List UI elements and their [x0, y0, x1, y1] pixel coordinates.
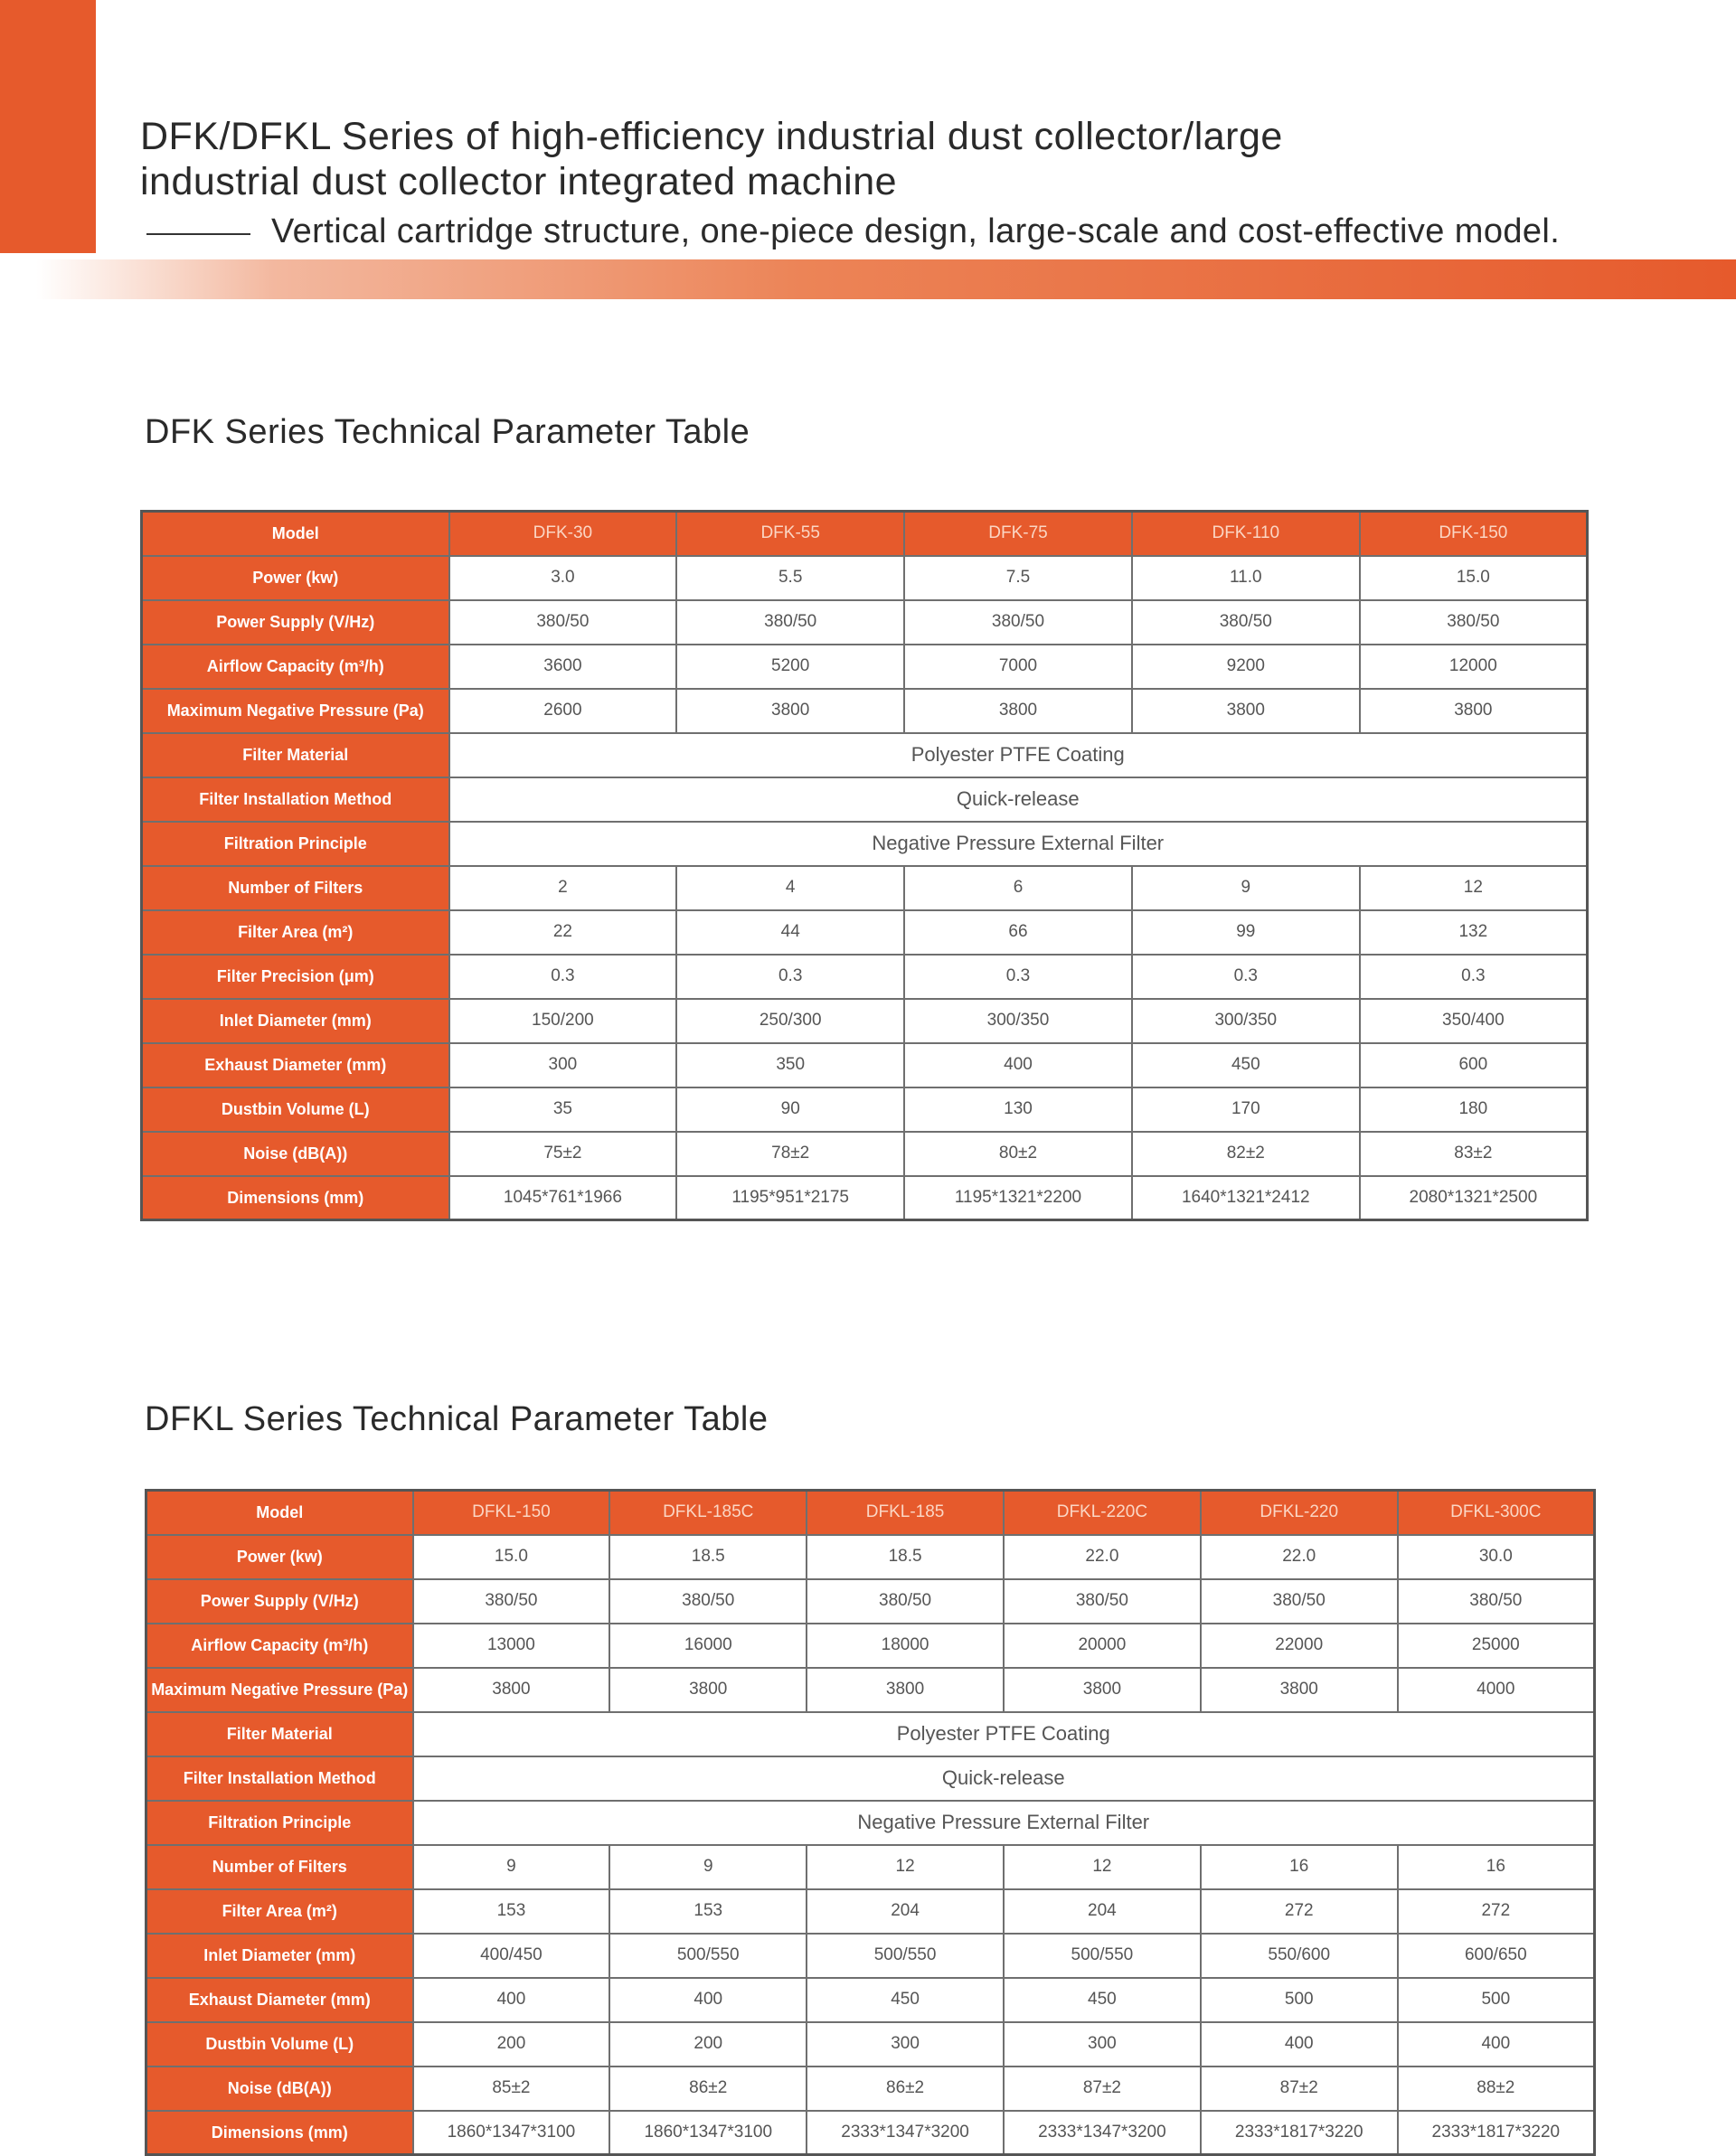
dfk-cell-num-filters: 2 [449, 866, 677, 910]
dfk-label-dimensions: Dimensions (mm) [142, 1176, 449, 1220]
dfkl-row-dustbin [146, 2022, 1595, 2067]
dfk-cell-dustbin: 180 [1360, 1087, 1588, 1132]
dfk-cell-airflow: 7000 [904, 645, 1132, 689]
dfkl-cell-install-method: Quick-release [413, 1756, 1595, 1801]
dfkl-cell-dustbin: 200 [413, 2022, 610, 2067]
dfkl-cell-inlet: 500/550 [1004, 1934, 1201, 1978]
dfkl-cell-filter-area: 204 [1004, 1889, 1201, 1934]
dfkl-cell-airflow: 22000 [1201, 1624, 1398, 1668]
dfkl-cell-power: 30.0 [1398, 1535, 1595, 1579]
dfkl-cell-models: DFKL-185C [609, 1491, 807, 1535]
dfkl-row-power-supply [146, 1579, 1595, 1624]
dfk-label-principle: Filtration Principle [142, 822, 449, 866]
dfkl-row-num-filters [146, 1845, 1595, 1889]
dfkl-label-noise: Noise (dB(A)) [146, 2067, 413, 2111]
dfkl-cell-dimensions: 2333*1817*3220 [1201, 2111, 1398, 2155]
dfk-row-inlet [142, 999, 1588, 1043]
dfkl-cell-exhaust: 450 [1004, 1978, 1201, 2022]
dfkl-label-airflow: Airflow Capacity (m³/h) [146, 1624, 413, 1668]
dfk-cell-models: DFK-30 [449, 512, 677, 556]
dfkl-cell-dimensions: 1860*1347*3100 [609, 2111, 807, 2155]
dfkl-cell-airflow: 20000 [1004, 1624, 1201, 1668]
dfkl-label-install-method: Filter Installation Method [146, 1756, 413, 1801]
gradient-banner-bar [36, 259, 1736, 299]
dfkl-cell-airflow: 13000 [413, 1624, 610, 1668]
dfkl-cell-pressure: 3800 [1201, 1668, 1398, 1712]
dfkl-label-model: Model [146, 1491, 413, 1535]
dfk-cell-precision: 0.3 [1132, 955, 1360, 999]
dfk-cell-num-filters: 4 [676, 866, 904, 910]
page-title-line-1: DFK/DFKL Series of high-efficiency industrial dust collector/large [140, 115, 1283, 158]
dfkl-cell-filter-material: Polyester PTFE Coating [413, 1712, 1595, 1756]
dfk-cell-pressure: 3800 [904, 689, 1132, 733]
dfk-label-num-filters: Number of Filters [142, 866, 449, 910]
dfkl-label-num-filters: Number of Filters [146, 1845, 413, 1889]
dfkl-label-power-supply: Power Supply (V/Hz) [146, 1579, 413, 1624]
dfk-cell-exhaust: 600 [1360, 1043, 1588, 1087]
page-title [140, 114, 1283, 204]
dfkl-label-inlet: Inlet Diameter (mm) [146, 1934, 413, 1978]
dfk-cell-dimensions: 1195*951*2175 [676, 1176, 904, 1220]
dfk-cell-pressure: 3800 [1360, 689, 1588, 733]
dfkl-cell-noise: 87±2 [1201, 2067, 1398, 2111]
dfkl-cell-pressure: 3800 [609, 1668, 807, 1712]
dfkl-cell-filter-area: 272 [1398, 1889, 1595, 1934]
dfk-cell-precision: 0.3 [1360, 955, 1588, 999]
dfkl-cell-dustbin: 400 [1398, 2022, 1595, 2067]
dfk-cell-precision: 0.3 [904, 955, 1132, 999]
dfk-cell-inlet: 250/300 [676, 999, 904, 1043]
dfkl-cell-noise: 85±2 [413, 2067, 610, 2111]
dfk-cell-airflow: 9200 [1132, 645, 1360, 689]
dfkl-cell-num-filters: 16 [1201, 1845, 1398, 1889]
subtitle-rule [146, 233, 250, 235]
dfk-label-pressure: Maximum Negative Pressure (Pa) [142, 689, 449, 733]
dfk-cell-inlet: 350/400 [1360, 999, 1588, 1043]
dfkl-cell-exhaust: 400 [609, 1978, 807, 2022]
dfkl-cell-models: DFKL-150 [413, 1491, 610, 1535]
dfk-cell-power: 5.5 [676, 556, 904, 600]
dfkl-row-filter-area [146, 1889, 1595, 1934]
dfkl-cell-models: DFKL-220 [1201, 1491, 1398, 1535]
dfk-cell-models: DFK-55 [676, 512, 904, 556]
dfkl-row-models [146, 1491, 1595, 1535]
accent-block [0, 0, 96, 253]
dfkl-row-inlet [146, 1934, 1595, 1978]
dfk-cell-models: DFK-75 [904, 512, 1132, 556]
dfk-row-power [142, 556, 1588, 600]
dfkl-cell-exhaust: 500 [1398, 1978, 1595, 2022]
dfkl-cell-power-supply: 380/50 [1398, 1579, 1595, 1624]
dfkl-cell-exhaust: 500 [1201, 1978, 1398, 2022]
dfkl-cell-exhaust: 450 [807, 1978, 1004, 2022]
dfkl-cell-inlet: 400/450 [413, 1934, 610, 1978]
dfk-label-noise: Noise (dB(A)) [142, 1132, 449, 1176]
dfkl-cell-airflow: 25000 [1398, 1624, 1595, 1668]
dfk-cell-dimensions: 2080*1321*2500 [1360, 1176, 1588, 1220]
dfk-cell-dustbin: 35 [449, 1087, 677, 1132]
dfkl-cell-exhaust: 400 [413, 1978, 610, 2022]
dfk-row-filter-material [142, 733, 1588, 777]
dfkl-row-power [146, 1535, 1595, 1579]
dfkl-label-dustbin: Dustbin Volume (L) [146, 2022, 413, 2067]
dfk-cell-exhaust: 400 [904, 1043, 1132, 1087]
dfkl-cell-power-supply: 380/50 [413, 1579, 610, 1624]
dfk-label-filter-material: Filter Material [142, 733, 449, 777]
dfk-row-noise [142, 1132, 1588, 1176]
dfk-cell-precision: 0.3 [449, 955, 677, 999]
dfk-cell-dimensions: 1640*1321*2412 [1132, 1176, 1360, 1220]
dfk-row-exhaust [142, 1043, 1588, 1087]
dfk-row-num-filters [142, 866, 1588, 910]
dfkl-cell-models: DFKL-300C [1398, 1491, 1595, 1535]
dfkl-row-noise [146, 2067, 1595, 2111]
dfk-cell-power-supply: 380/50 [904, 600, 1132, 645]
dfk-cell-exhaust: 300 [449, 1043, 677, 1087]
dfkl-cell-pressure: 4000 [1398, 1668, 1595, 1712]
dfk-cell-filter-area: 44 [676, 910, 904, 955]
dfkl-cell-models: DFKL-185 [807, 1491, 1004, 1535]
dfk-cell-dimensions: 1045*761*1966 [449, 1176, 677, 1220]
dfk-row-models [142, 512, 1588, 556]
dfk-cell-models: DFK-110 [1132, 512, 1360, 556]
dfk-cell-dustbin: 130 [904, 1087, 1132, 1132]
dfk-label-model: Model [142, 512, 449, 556]
dfk-cell-power: 11.0 [1132, 556, 1360, 600]
dfk-cell-power: 7.5 [904, 556, 1132, 600]
dfk-cell-num-filters: 9 [1132, 866, 1360, 910]
dfkl-label-principle: Filtration Principle [146, 1801, 413, 1845]
dfk-cell-noise: 75±2 [449, 1132, 677, 1176]
dfkl-row-install-method [146, 1756, 1595, 1801]
dfkl-cell-noise: 86±2 [609, 2067, 807, 2111]
dfk-label-exhaust: Exhaust Diameter (mm) [142, 1043, 449, 1087]
dfkl-cell-dustbin: 300 [1004, 2022, 1201, 2067]
dfk-cell-num-filters: 6 [904, 866, 1132, 910]
dfkl-cell-dustbin: 200 [609, 2022, 807, 2067]
dfk-cell-exhaust: 450 [1132, 1043, 1360, 1087]
dfk-cell-exhaust: 350 [676, 1043, 904, 1087]
dfk-label-precision: Filter Precision (μm) [142, 955, 449, 999]
dfkl-cell-filter-area: 153 [609, 1889, 807, 1934]
dfk-cell-power-supply: 380/50 [1132, 600, 1360, 645]
dfkl-cell-num-filters: 16 [1398, 1845, 1595, 1889]
dfkl-cell-filter-area: 204 [807, 1889, 1004, 1934]
dfkl-table-title: DFKL Series Technical Parameter Table [145, 1400, 769, 1438]
dfk-row-power-supply [142, 600, 1588, 645]
dfk-cell-noise: 82±2 [1132, 1132, 1360, 1176]
dfkl-cell-noise: 88±2 [1398, 2067, 1595, 2111]
dfkl-cell-power-supply: 380/50 [609, 1579, 807, 1624]
dfk-cell-filter-area: 22 [449, 910, 677, 955]
dfkl-cell-pressure: 3800 [1004, 1668, 1201, 1712]
dfkl-cell-noise: 87±2 [1004, 2067, 1201, 2111]
dfk-row-filter-area [142, 910, 1588, 955]
dfk-cell-noise: 83±2 [1360, 1132, 1588, 1176]
dfk-label-filter-area: Filter Area (m²) [142, 910, 449, 955]
dfk-label-power-supply: Power Supply (V/Hz) [142, 600, 449, 645]
dfkl-cell-airflow: 18000 [807, 1624, 1004, 1668]
dfk-cell-inlet: 300/350 [904, 999, 1132, 1043]
dfk-label-power: Power (kw) [142, 556, 449, 600]
dfkl-cell-pressure: 3800 [807, 1668, 1004, 1712]
dfk-cell-power: 3.0 [449, 556, 677, 600]
dfk-cell-filter-area: 99 [1132, 910, 1360, 955]
dfk-row-pressure [142, 689, 1588, 733]
dfkl-row-airflow [146, 1624, 1595, 1668]
dfkl-cell-dimensions: 1860*1347*3100 [413, 2111, 610, 2155]
dfk-cell-principle: Negative Pressure External Filter [449, 822, 1588, 866]
dfkl-label-exhaust: Exhaust Diameter (mm) [146, 1978, 413, 2022]
dfk-label-dustbin: Dustbin Volume (L) [142, 1087, 449, 1132]
dfk-cell-inlet: 300/350 [1132, 999, 1360, 1043]
dfk-label-airflow: Airflow Capacity (m³/h) [142, 645, 449, 689]
dfkl-cell-noise: 86±2 [807, 2067, 1004, 2111]
dfk-cell-inlet: 150/200 [449, 999, 677, 1043]
dfk-cell-filter-material: Polyester PTFE Coating [449, 733, 1588, 777]
dfkl-cell-pressure: 3800 [413, 1668, 610, 1712]
dfkl-row-principle [146, 1801, 1595, 1845]
dfkl-row-dimensions [146, 2111, 1595, 2155]
dfkl-parameter-table [145, 1489, 1596, 2156]
dfkl-label-dimensions: Dimensions (mm) [146, 2111, 413, 2155]
dfkl-cell-dimensions: 2333*1347*3200 [1004, 2111, 1201, 2155]
dfkl-row-pressure [146, 1668, 1595, 1712]
dfkl-cell-dustbin: 400 [1201, 2022, 1398, 2067]
dfkl-cell-inlet: 500/550 [609, 1934, 807, 1978]
dfkl-cell-principle: Negative Pressure External Filter [413, 1801, 1595, 1845]
dfkl-cell-inlet: 600/650 [1398, 1934, 1595, 1978]
dfkl-cell-num-filters: 12 [807, 1845, 1004, 1889]
dfkl-row-exhaust [146, 1978, 1595, 2022]
dfkl-cell-filter-area: 153 [413, 1889, 610, 1934]
dfkl-cell-dimensions: 2333*1347*3200 [807, 2111, 1004, 2155]
dfkl-cell-power-supply: 380/50 [1004, 1579, 1201, 1624]
dfkl-label-filter-area: Filter Area (m²) [146, 1889, 413, 1934]
dfk-cell-models: DFK-150 [1360, 512, 1588, 556]
dfk-cell-num-filters: 12 [1360, 866, 1588, 910]
dfk-table-title: DFK Series Technical Parameter Table [145, 413, 750, 451]
dfk-label-install-method: Filter Installation Method [142, 777, 449, 822]
dfkl-cell-num-filters: 12 [1004, 1845, 1201, 1889]
dfk-cell-dustbin: 170 [1132, 1087, 1360, 1132]
dfk-parameter-table [140, 510, 1589, 1221]
dfk-row-principle [142, 822, 1588, 866]
dfkl-cell-dustbin: 300 [807, 2022, 1004, 2067]
dfk-cell-pressure: 3800 [676, 689, 904, 733]
dfkl-cell-power-supply: 380/50 [1201, 1579, 1398, 1624]
dfk-row-dimensions [142, 1176, 1588, 1220]
dfk-cell-power: 15.0 [1360, 556, 1588, 600]
dfk-cell-install-method: Quick-release [449, 777, 1588, 822]
dfkl-cell-power: 15.0 [413, 1535, 610, 1579]
page-title-line-2: industrial dust collector integrated machine [140, 160, 898, 203]
page-subtitle: Vertical cartridge structure, one-piece design, large-scale and cost-effective model. [271, 212, 1561, 250]
dfkl-cell-inlet: 550/600 [1201, 1934, 1398, 1978]
dfkl-label-filter-material: Filter Material [146, 1712, 413, 1756]
dfk-row-install-method [142, 777, 1588, 822]
dfk-cell-dimensions: 1195*1321*2200 [904, 1176, 1132, 1220]
dfkl-cell-power: 22.0 [1004, 1535, 1201, 1579]
dfk-cell-noise: 80±2 [904, 1132, 1132, 1176]
dfk-cell-airflow: 3600 [449, 645, 677, 689]
dfk-cell-noise: 78±2 [676, 1132, 904, 1176]
dfkl-cell-inlet: 500/550 [807, 1934, 1004, 1978]
dfkl-cell-num-filters: 9 [413, 1845, 610, 1889]
dfk-cell-airflow: 5200 [676, 645, 904, 689]
dfk-cell-pressure: 2600 [449, 689, 677, 733]
dfk-row-precision [142, 955, 1588, 999]
dfkl-cell-power: 18.5 [609, 1535, 807, 1579]
dfkl-cell-filter-area: 272 [1201, 1889, 1398, 1934]
dfk-row-dustbin [142, 1087, 1588, 1132]
dfkl-label-power: Power (kw) [146, 1535, 413, 1579]
dfk-cell-dustbin: 90 [676, 1087, 904, 1132]
dfk-row-airflow [142, 645, 1588, 689]
dfk-cell-airflow: 12000 [1360, 645, 1588, 689]
dfkl-cell-num-filters: 9 [609, 1845, 807, 1889]
dfk-cell-filter-area: 66 [904, 910, 1132, 955]
dfk-cell-power-supply: 380/50 [449, 600, 677, 645]
dfk-cell-power-supply: 380/50 [1360, 600, 1588, 645]
dfk-cell-precision: 0.3 [676, 955, 904, 999]
dfk-label-inlet: Inlet Diameter (mm) [142, 999, 449, 1043]
dfkl-cell-power: 22.0 [1201, 1535, 1398, 1579]
dfkl-cell-dimensions: 2333*1817*3220 [1398, 2111, 1595, 2155]
dfkl-cell-power: 18.5 [807, 1535, 1004, 1579]
dfk-cell-power-supply: 380/50 [676, 600, 904, 645]
dfkl-cell-power-supply: 380/50 [807, 1579, 1004, 1624]
dfkl-cell-models: DFKL-220C [1004, 1491, 1201, 1535]
dfkl-cell-airflow: 16000 [609, 1624, 807, 1668]
dfkl-row-filter-material [146, 1712, 1595, 1756]
dfkl-label-pressure: Maximum Negative Pressure (Pa) [146, 1668, 413, 1712]
dfk-cell-pressure: 3800 [1132, 689, 1360, 733]
dfk-cell-filter-area: 132 [1360, 910, 1588, 955]
